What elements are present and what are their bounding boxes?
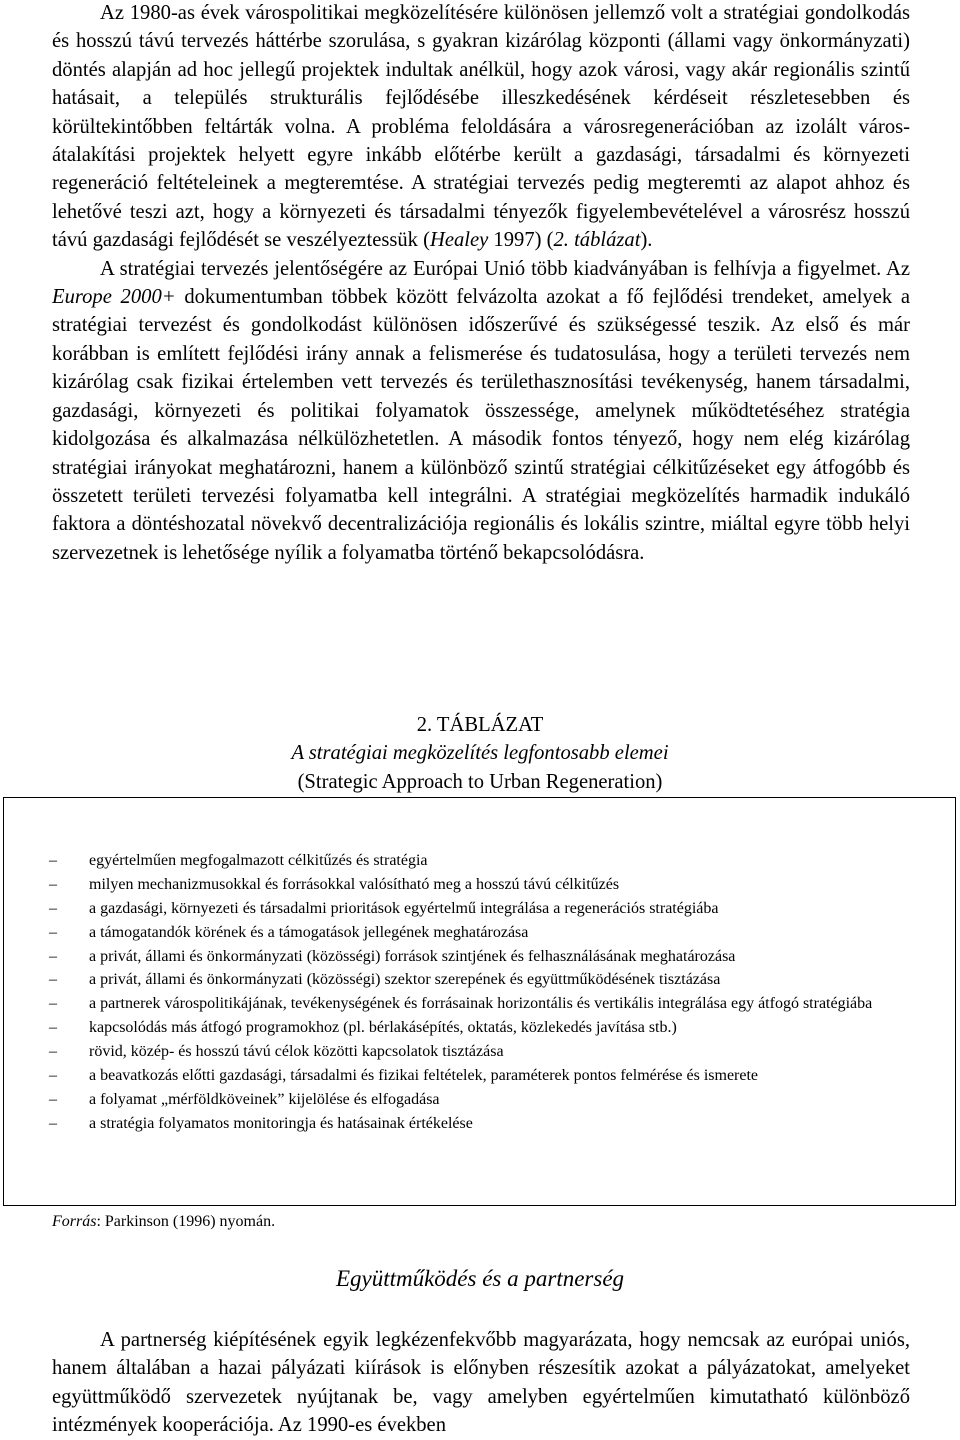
dash-bullet: – [49, 1114, 57, 1132]
table-title: A stratégiai megközelítés legfontosabb elemei [291, 742, 669, 764]
dash-bullet: – [49, 1019, 57, 1037]
paragraph-urban-policy-1980s [52, 0, 910, 255]
dash-bullet: – [49, 947, 57, 965]
table-list-item [49, 897, 947, 921]
table-item-text: egyértelműen megfogalmazott célkitűzés és stratégia [89, 852, 428, 869]
paragraph-partnership: A partnerség kiépítésének egyik legkézenfekvőbb magyarázata, hogy nemcsak az európai uniós, hanem általában a hazai pályázati kiírások is előnyben részesítik azokat a pályázatokat, amelyeket együttműködő szervezetek nyújtanak be, vagy amelyben egyértelműen kimutatható különböző intézmények kooperációja. Az 1990-es években [52, 1329, 910, 1437]
dash-bullet: – [49, 1090, 57, 1108]
body-text-top [52, 0, 910, 567]
table-list-item [49, 1088, 947, 1112]
source-label: Forrás [52, 1213, 97, 1230]
dash-bullet: – [49, 995, 57, 1013]
dash-bullet: – [49, 875, 57, 893]
table-item-text: a folyamat „mérföldköveinek” kijelölése és elfogadása [89, 1090, 440, 1108]
table-item-text: a beavatkozás előtti gazdasági, társadalmi és fizikai feltételek, paraméterek pontos felmérése és ismerete [89, 1067, 759, 1085]
source-text: : Parkinson (1996) nyomán. [96, 1213, 276, 1230]
dash-bullet: – [49, 923, 57, 941]
table-item-text: a stratégia folyamatos monitoringja és hatásainak értékelése [89, 1114, 473, 1132]
table-item-text: kapcsolódás más átfogó programokhoz (pl. bérlakásépítés, oktatás, közlekedés javítása stb.) [89, 1019, 677, 1037]
table-reference: 2. táblázat [553, 229, 641, 252]
body-text-bottom [52, 1326, 910, 1440]
table-subtitle: (Strategic Approach to Urban Regeneration) [297, 771, 663, 793]
table-source [52, 1210, 275, 1234]
dash-bullet: – [49, 1067, 57, 1085]
table-list-item [49, 921, 947, 945]
table-list-item [49, 1040, 947, 1064]
table-list-item [49, 945, 947, 969]
citation-year: 1997) ( [488, 229, 554, 252]
table-item-text: a partnerek várospolitikájának, tevékenységének és forrásainak horizontális és vertikális integrálása egy átfogó stratégiába [89, 995, 873, 1013]
table-item-text: a privát, állami és önkormányzati (közösségi) források szintjének és felhasználásának meghatározása [89, 947, 736, 965]
paragraph-text-continued: dokumentumban többek között felvázolta azokat a fő fejlődési trendeket, amelyek a stratégiai tervezést és gondolkodást különösen időszerűvé és szükségessé teszik. Az első és már korábban is említett fejlődési irány annak a felismerése és tudatosulása, hogy a területi tervezés nem kizárólag csak fizikai értelemben vett tervezés és területhasznosítási tevékenység, hanem társadalmi, gazdasági, környezeti és politikai folyamatok összessége, amelynek működtetéséhez stratégia kidolgozása és alkalmazása nélkülözhetetlen. A második fontos tényező, hogy nem elég kizárólag stratégiai irányokat meghatározni, hanem a különböző szintű stratégiai célkitűzéseket egy átfogóbb és összetett területi tervezési folyamatba kell integrálni. A stratégiai megközelítés harmadik indukáló faktora a döntéshozatal növekvő decentralizációja regionális és lokális szintre, miáltal egyre több helyi szervezetnek is lehetősége nyílik a folyamatba történő bekapcsolódásra. [52, 286, 910, 564]
table-item-text: a gazdasági, környezeti és társadalmi prioritások egyértelmű integrálása a regenerációs stratégiába [89, 899, 719, 917]
table-list-item [49, 1064, 947, 1088]
table-list-item [49, 1016, 947, 1040]
paragraph-end: ). [640, 229, 653, 252]
dash-bullet: – [49, 852, 57, 869]
table-item-text: rövid, közép- és hosszú távú célok közötti kapcsolatok tisztázása [89, 1043, 504, 1061]
dash-bullet: – [49, 971, 57, 989]
table-item-list [49, 849, 947, 1136]
table-item-text: milyen mechanizmusokkal és forrásokkal valósítható meg a hosszú távú célkitűzés [89, 875, 620, 893]
table-number: 2. TÁBLÁZAT [416, 714, 544, 736]
table-list-item [49, 1112, 947, 1136]
table-list-item [49, 849, 947, 873]
paragraph-text: A stratégiai tervezés jelentőségére az Európai Unió több kiadványában is felhívja a figyelmet. Az [100, 257, 910, 280]
paragraph-eu-strategic-planning [52, 255, 910, 567]
citation-author: Healey [429, 229, 489, 252]
table-list-item [49, 873, 947, 897]
section-heading: Együttműködés és a partnerség [335, 1266, 625, 1291]
dash-bullet: – [49, 1043, 57, 1061]
table-list-item [49, 992, 947, 1016]
paragraph-text: Az 1980-as évek várospolitikai megközelítésére különösen jellemző volt a stratégiai gondolkodás és hosszú távú tervezés háttérbe szorulása, s gyakran kizárólag központi (állami vagy önkormányzati) döntés alapján ad hoc jellegű projektek indultak anélkül, hogy azok városi, vagy akár regionális szintű hatásait, a település strukturális fejlődésébe illeszkedésének kérdéseit részletesebben és körültekintőbben feltárták volna. A probléma feloldására a városregenerációban az izolált város-átalakítási projektek helyett egyre inkább előtérbe került a gazdasági, társadalmi és környezeti regeneráció feltételeinek a megteremtése. A stratégiai tervezés pedig megteremti az alapot ahhoz és lehetővé teszi azt, hogy a környezeti és társadalmi tényezők figyelembevételével a városrész hosszú távú gazdasági fejlődését se veszélyeztessük ( [52, 2, 910, 252]
table-item-text: a támogatandók körének és a támogatások jellegének meghatározása [89, 923, 529, 941]
document-name: Europe 2000+ [52, 286, 176, 309]
dash-bullet: – [49, 899, 57, 917]
table-item-text: a privát, állami és önkormányzati (közösségi) szektor szerepének és együttműködésének tisztázása [89, 971, 721, 989]
table-list-item [49, 968, 947, 992]
